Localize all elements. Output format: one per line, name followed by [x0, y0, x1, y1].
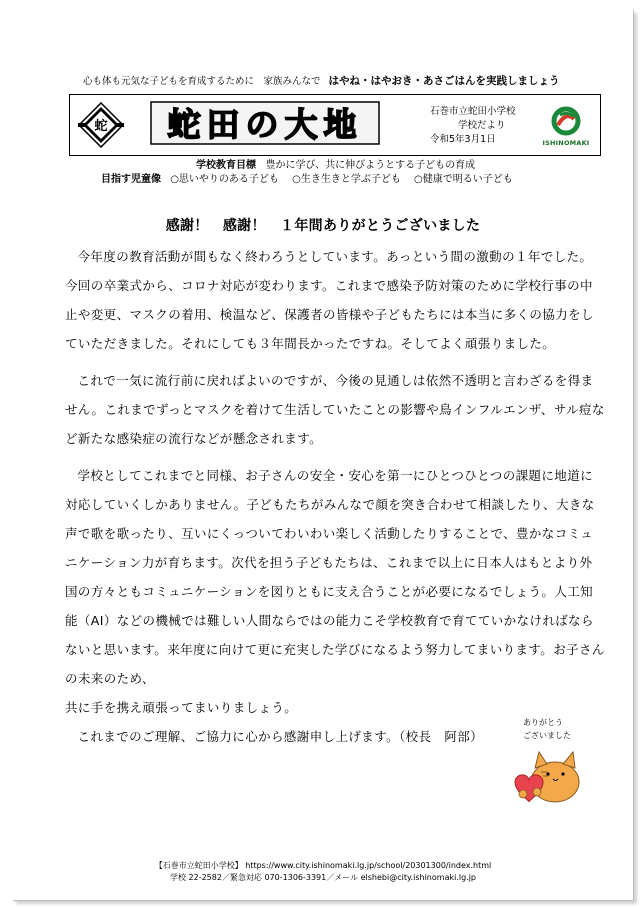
- paragraph-text: 共に手を携え頑張ってまいりましょう。: [65, 700, 298, 715]
- logo-text: ISHINOMAKI: [542, 139, 590, 147]
- newsletter-page: [13, 10, 634, 901]
- paragraph: これで一気に流行前に戻ればよいのですが、今後の見通しは依然不透明と言わざるを得ません。これまでずっとマスクを着けて生活していたことの影響や鳥インフルエンザ、サル痘など新たな感染症の流行などが懸念されます。: [65, 373, 605, 446]
- footer-contact: 学校 22-2582／緊急対応 070-1306-3391／メール elshebi@city.ishinomaki.lg.jp: [169, 873, 477, 882]
- title-text: 蛇田の大地: [167, 105, 363, 144]
- school-name: 石巻市立蛇田小学校: [430, 106, 516, 117]
- article-headline: 感謝！ 感謝！ １年間ありがとうございました: [165, 218, 481, 234]
- seal-char: 蛇: [94, 119, 108, 134]
- education-goal-row: [101, 159, 523, 173]
- ideal-item: ○生き生きと学ぶ子ども: [292, 174, 401, 185]
- ideal-student-label: 目指す児童像: [101, 174, 161, 185]
- education-goal-text: 豊かに学び、共に伸びようとする子どもの育成: [265, 160, 476, 171]
- newsletter-label: 学校だより: [458, 120, 506, 131]
- footer: [13, 860, 633, 884]
- paragraph-closing: これまでのご理解、ご協力に心から感謝申し上げます。（校長 阿部）: [77, 729, 484, 744]
- ideal-item: ○思いやりのある子ども: [170, 174, 279, 185]
- paragraph: [65, 461, 605, 722]
- ishinomaki-logo-icon: [540, 103, 592, 147]
- education-goal-label: 学校教育目標: [196, 160, 256, 171]
- illustration-caption: ございました: [523, 731, 571, 740]
- issue-date: 令和5年3月1日: [430, 134, 496, 145]
- motto-lead: 心も体も元気な子どもを育成するために 家族みんなで: [83, 76, 321, 87]
- footer-website: 【石巻市立蛇田小学校】 https://www.city.ishinomaki.lg.jp/school/20301300/index.html: [154, 861, 492, 870]
- ideal-item: ○健康で明るい子ども: [414, 174, 513, 185]
- school-seal-icon: [78, 102, 124, 148]
- ideal-student-row: [101, 173, 523, 187]
- school-goals: [101, 159, 523, 187]
- paragraph-text: 学校としてこれまでと同様、お子さんの安全・安心を第一にひとつひとつの課題に地道に対応していくしかありません。子どもたちがみんなで顔を突き合わせて相談したり、大きな声で歌を歌ったり、互いにくっついてわいわい楽しく活動したりすることで、豊かなコミュニケーション力が育ちます。次代を担う子どもたちは、これまで以上に日本人はもとより外国の方々ともコミュニケーションを図りともに支え合うことが必要になるでしょう。人工知能（AI）などの機械では難しい人間ならではの能力こそ学校教育で育てていかなければならないと思います。来年度に向けて更に充実した学びになるよう努力してまいります。お子さんの未来のため、: [65, 468, 605, 686]
- motto-line: [83, 73, 603, 88]
- masthead: [69, 94, 601, 156]
- illustration-caption: ありがとう: [523, 718, 563, 727]
- thank-you-cat-illustration: [493, 710, 593, 810]
- paragraph: 今年度の教育活動が間もなく終わろうとしています。あっという間の激動の１年でした。今回の卒業式から、コロナ対応が変わります。これまで感染予防対策のために学校行事の中止や変更、マスクの着用、検温など、保護者の皆様や子どもたちには本当に多くの協力をしていただきました。それにしても３年間長かったですね。そしてよく頑張りました。: [65, 249, 594, 351]
- newsletter-title: [150, 101, 380, 145]
- article-body: [65, 242, 605, 759]
- motto-slogan: はやね・はやおき・あさごはんを実践しましょう: [328, 75, 560, 87]
- school-info: [430, 105, 516, 147]
